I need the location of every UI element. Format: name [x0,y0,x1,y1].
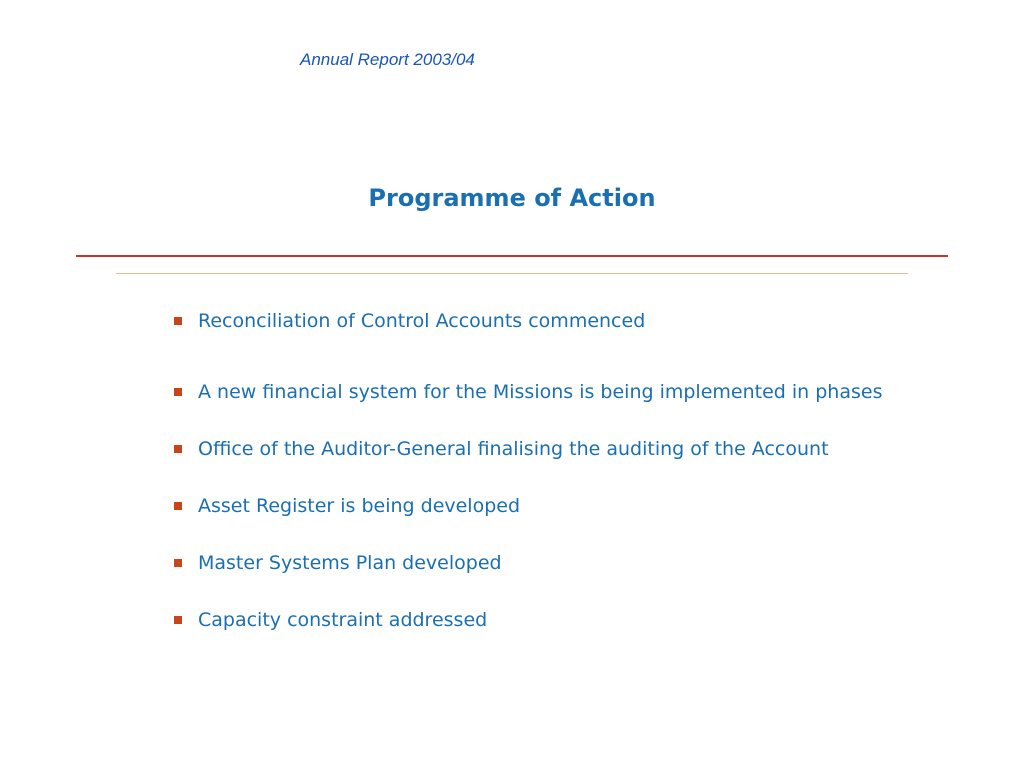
title-underline [76,255,948,257]
report-header: Annual Report 2003/04 [300,50,475,69]
bullet-text: Office of the Auditor-General finalising the auditing of the Account [198,437,829,460]
slide-title: Programme of Action [368,184,656,212]
square-bullet-icon [174,388,182,396]
bullet-item [174,534,882,591]
bullet-list [174,306,882,648]
bullet-item [174,306,882,336]
title-divider-thin [116,273,908,274]
square-bullet-icon [174,559,182,567]
bullet-text: A new financial system for the Missions is being implemented in phases [198,380,883,403]
square-bullet-icon [174,616,182,624]
bullet-text: Asset Register is being developed [198,494,521,517]
bullet-text: Master Systems Plan developed [198,551,502,574]
bullet-text: Reconciliation of Control Accounts commenced [198,310,646,332]
bullet-item [174,420,882,477]
bullet-item [174,363,882,420]
square-bullet-icon [174,502,182,510]
bullet-item [174,477,882,534]
bullet-text: Capacity constraint addressed [198,608,488,631]
square-bullet-icon [174,445,182,453]
square-bullet-icon [174,317,182,325]
bullet-item [174,591,882,648]
